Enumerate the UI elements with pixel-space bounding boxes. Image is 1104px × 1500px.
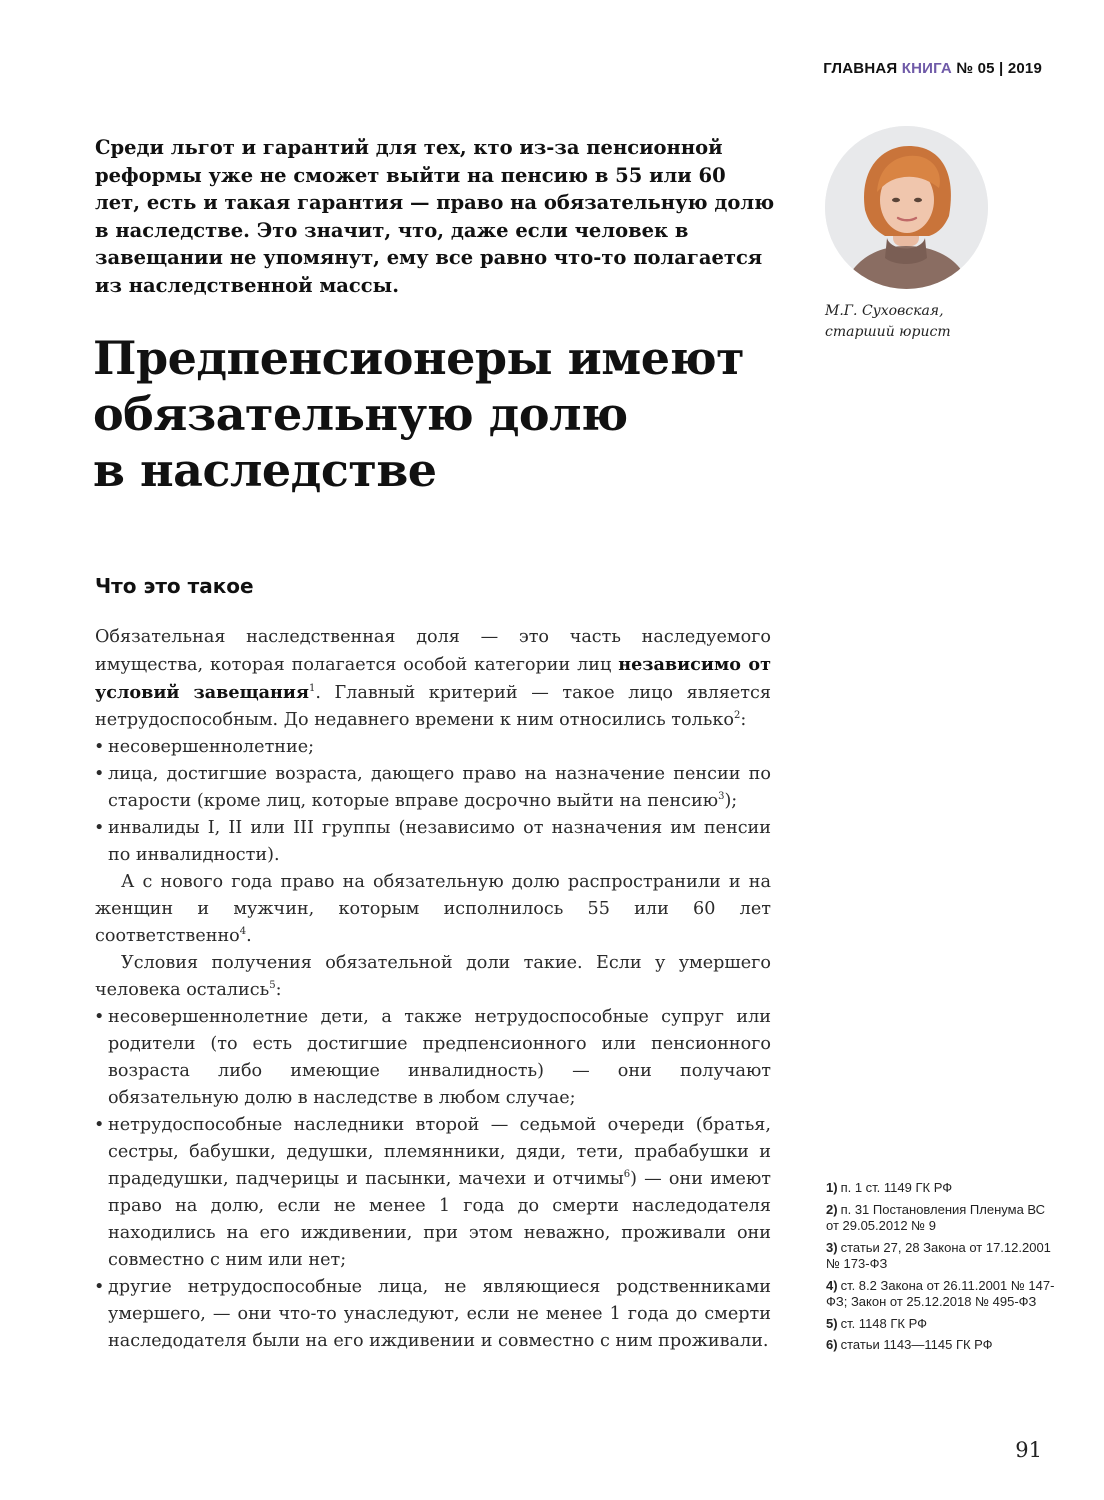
footnote-ref: 6 [623,1169,631,1180]
author-name: М.Г. Суховская, [825,303,944,319]
body-paragraph-3 [95,950,771,1004]
footnote [826,1337,1056,1354]
list-item [95,761,771,815]
footnote-number: 5) [826,1315,838,1331]
footnote-ref: 3 [718,791,725,802]
footnote-ref: 2 [733,710,741,721]
footnote-ref: 1 [308,683,316,694]
footnote [826,1278,1056,1311]
masthead-brand: ГЛАВНАЯ [823,60,898,77]
footnote-ref: 5 [269,980,276,991]
conditions-list [95,1004,771,1355]
article-body [95,624,771,1355]
headline-line-3: в наследстве [93,443,437,497]
list-item-text: нетрудоспособные наследники второй — седьмой очереди (братья, сестры, бабушки, дедушки, племянники, дяди, тети, прабабушки и прадедушки, падчерицы и пасынки, мачехи и отчимы [108,1115,771,1189]
body-paragraph-1 [95,624,771,734]
footnote [826,1240,1056,1273]
body-text: : [740,710,747,730]
footnote-number: 4) [826,1277,838,1293]
footnote [826,1202,1056,1235]
list-item-text: ); [724,791,738,811]
footnote [826,1180,1056,1197]
article-headline [93,330,793,498]
masthead-brand-accent: КНИГА [901,60,952,77]
footnote-number: 3) [826,1239,838,1255]
lead-paragraph: Среди льгот и гарантий для тех, кто из-за пенсионной реформы уже не сможет выйти на пенсию в 55 или 60 лет, есть и такая гарантия — право на обязательную долю в наследстве. Это значит, что, даже если человек в завещании не упомянут, ему все равно что-то полагается из наследственной массы. [95,136,775,297]
footnotes [826,1180,1056,1359]
footnote-ref: 4 [239,926,247,937]
page-number: 91 [1015,1438,1042,1462]
masthead-issue: № 05 | 2019 [956,60,1042,77]
author-caption [825,301,1025,343]
body-text: : [275,980,282,1000]
author-role: старший юрист [825,324,951,340]
body-text: . [246,926,252,946]
footnote-text: ст. 1148 ГК РФ [840,1315,927,1331]
list-item: • другие нетрудоспособные лица, не являющиеся родственниками умершего, — они что-то унаследуют, если не менее 1 года до смерти наследодателя были на его иждивении и совместно с ним проживали. [95,1274,771,1355]
footnote-text: статьи 27, 28 Закона от 17.12.2001 № 173-ФЗ [826,1239,1051,1271]
list-item-text: лица, достигшие возраста, дающего право на назначение пенсии по старости (кроме лиц, которые вправе досрочно выйти на пенсию [108,764,771,811]
footnote-text: статьи 1143—1145 ГК РФ [840,1337,993,1352]
footnote-number: 1) [826,1180,838,1195]
list-item: • инвалиды I, II или III группы (независимо от назначения им пенсии по инвалидности). [95,815,771,869]
body-text: А с нового года право на обязательную долю распространили и на женщин и мужчин, которым исполнилось 55 или 60 лет соответственно [95,872,771,946]
footnote-text: п. 31 Постановления Пленума ВС от 29.05.2012 № 9 [826,1201,1046,1233]
footnote-number: 2) [826,1201,838,1217]
footnote-text: п. 1 ст. 1149 ГК РФ [840,1180,953,1195]
body-paragraph-2 [95,869,771,950]
author-portrait [825,126,988,289]
list-item-text: ) — они имеют право на долю, если не менее 1 года до смерти наследодателя находились на его иждивении, при этом неважно, проживали они совместно с ним или нет; [108,1169,772,1270]
list-item [95,1112,771,1274]
footnote-text: ст. 8.2 Закона от 26.11.2001 № 147-ФЗ; Закон от 25.12.2018 № 495-ФЗ [826,1277,1055,1309]
list-item: • несовершеннолетние; [95,734,771,761]
footnote-number: 6) [826,1337,838,1352]
footnote [826,1316,1056,1333]
section-title: Что это такое [95,574,254,598]
body-text: Обязательная наследственная доля — это часть наследуемого имущества, которая полагается особой категории лиц [95,627,771,675]
headline-line-1: Предпенсионеры имеют [93,331,745,385]
list-item: • несовершеннолетние дети, а также нетрудоспособные супруг или родители (то есть достигшие предпенсионного или пенсионного возраста либо имеющие инвалидность) — они получают обязательную долю в наследстве в любом случае; [95,1004,771,1112]
body-bold-text: независимо от условий завещания [95,654,771,703]
body-text: . Главный критерий — такое лицо является нетрудоспособным. До недавнего времени к ним относились только [95,683,771,730]
author-photo-icon [825,126,988,289]
eligibility-list [95,734,771,869]
masthead [823,60,1042,77]
headline-line-2: обязательную долю [93,387,628,441]
body-text: Условия получения обязательной доли такие. Если у умершего человека остались [95,953,771,1000]
